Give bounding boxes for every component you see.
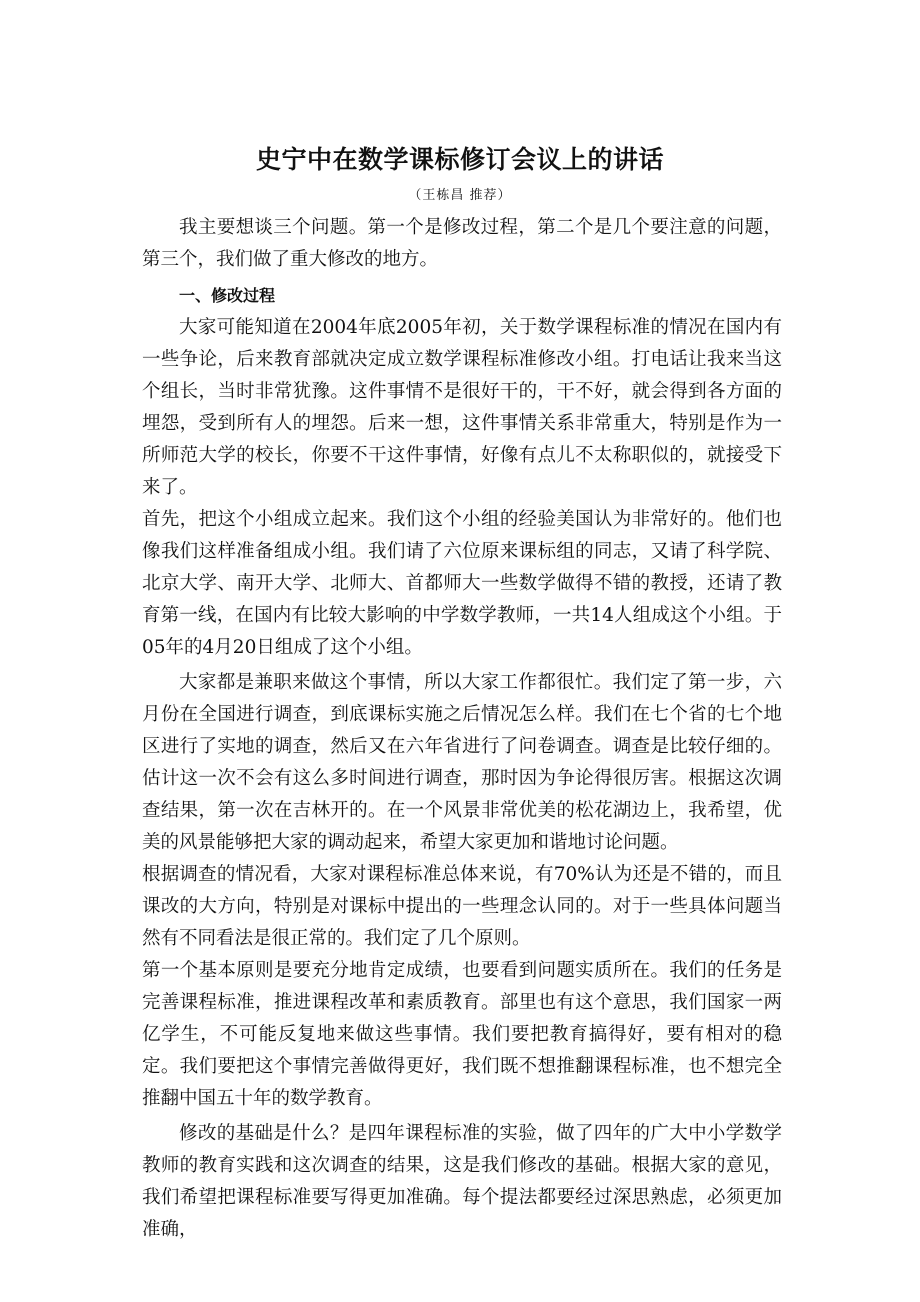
recommender-note: （王栋昌 推荐） (408, 188, 512, 203)
body-paragraph-3: 大家都是兼职来做这个事情，所以大家工作都很忙。我们定了第一步，六月份在全国进行调查，到底课标实施之后情况怎么样。我们在七个省的七个地区进行了实地的调查，然后又在六年省进行了问卷调查。调查是比较仔细的。估计这一次不会有这么多时间进行调查，那时因为争论得很厉害。根据这次调查结果，第一次在吉林开的。在一个风景非常优美的松花湖边上，我希望，优美的风景能够把大家的调动起来，希望大家更加和谐地讨论问题。 (142, 672, 782, 853)
body-paragraph-2: 首先，把这个小组成立起来。我们这个小组的经验美国认为非常好的。他们也像我们这样准备组成小组。我们请了六位原来课标组的同志，又请了科学院、北京大学、南开大学、北师大、首都师大一些数学做得不错的教授，还请了教育第一线，在国内有比较大影响的中学数学教师，一共14人组成这个小组。于05年的4月20日组成了这个小组。 (142, 509, 782, 658)
document-title: 史宁中在数学课标修订会议上的讲话 (255, 145, 664, 174)
body-paragraph-6: 修改的基础是什么？是四年课程标准的实验，做了四年的广大中小学数学教师的教育实践和这次调查的结果，这是我们修改的基础。根据大家的意见，我们希望把课程标准要写得更加准确。每个提法都要经过深思熟虑，必须更加准确， (142, 1123, 782, 1240)
body-paragraph-4: 根据调查的情况看，大家对课程标准总体来说，有70%认为还是不错的，而且课改的大方向，特别是对课标中提出的一些理念认同的。对于一些具体问题当然有不同看法是很正常的。我们定了几个原则。 (142, 864, 782, 949)
document-body (142, 212, 782, 1246)
intro-paragraph: 我主要想谈三个问题。第一个是修改过程，第二个是几个要注意的问题，第三个，我们做了重大修改的地方。 (142, 217, 782, 270)
body-paragraph-1: 大家可能知道在2004年底2005年初，关于数学课程标准的情况在国内有一些争论，后来教育部就决定成立数学课程标准修改小组。打电话让我来当这个组长，当时非常犹豫。这件事情不是很好干的，干不好，就会得到各方面的埋怨，受到所有人的埋怨。后来一想，这件事情关系非常重大，特别是作为一所师范大学的校长，你要不干这件事情，好像有点儿不太称职似的，就接受下来了。 (142, 317, 782, 498)
body-paragraph-5: 第一个基本原则是要充分地肯定成绩，也要看到问题实质所在。我们的任务是完善课程标准，推进课程改革和素质教育。部里也有这个意思，我们国家一两亿学生，不可能反复地来做这些事情。我们要把教育搞得好，要有相对的稳定。我们要把这个事情完善做得更好，我们既不想推翻课程标准，也不想完全推翻中国五十年的数学教育。 (142, 960, 782, 1109)
section-heading-revision-process: 一、修改过程 (179, 286, 276, 305)
